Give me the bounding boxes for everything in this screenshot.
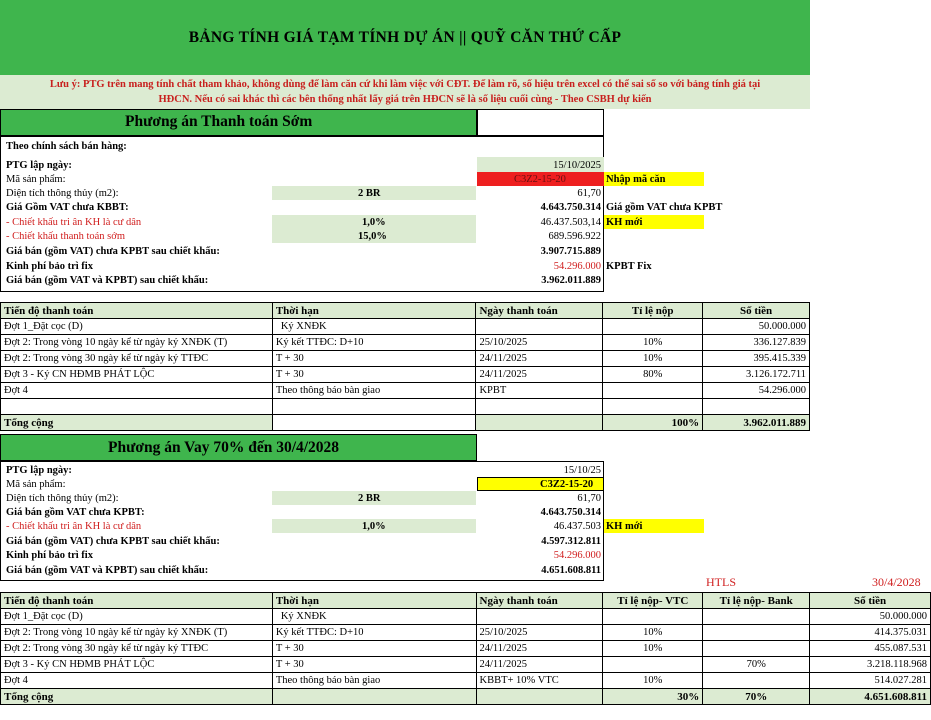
plan2-col-term: Thời hạn <box>272 593 476 609</box>
cell: 50.000.000 <box>810 609 931 625</box>
cell: 336.127.839 <box>703 335 810 351</box>
plan2-col-amount: Số tiền <box>810 593 931 609</box>
plan1-title-empty <box>477 109 604 136</box>
cell <box>603 383 703 399</box>
cell <box>603 319 703 335</box>
cell: Đợt 3 - Ký CN HĐMB PHÁT LỘC <box>1 657 273 673</box>
cell: Đợt 3 - Ký CN HĐMB PHÁT LỘC <box>1 367 273 383</box>
plan2-date-label: PTG lập ngày: <box>6 465 72 476</box>
plan1-disc2-label: - Chiết khấu thanh toán sớm <box>6 231 125 242</box>
cell: 54.296.000 <box>703 383 810 399</box>
plan2-title: Phương án Vay 70% đến 30/4/2028 <box>108 439 340 456</box>
htls-label: HTLS <box>706 575 736 589</box>
cell: 24/11/2025 <box>476 351 603 367</box>
cell: 395.415.339 <box>703 351 810 367</box>
plan2-disc1-pct: 1,0% <box>362 521 386 532</box>
cell: 514.027.281 <box>810 673 931 689</box>
cell <box>703 673 810 689</box>
plan2-total-value: 4.651.608.811 <box>810 689 931 705</box>
plan1-after-label: Giá bán (gồm VAT) chưa KPBT sau chiết khấu: <box>6 246 220 257</box>
table-row <box>1 351 810 367</box>
cell <box>476 319 603 335</box>
table-row <box>1 609 931 625</box>
table-row <box>1 335 810 351</box>
cell: T + 30 <box>272 367 476 383</box>
plan1-code-label: Mã sản phẩm: <box>6 174 66 185</box>
cell: 10% <box>603 625 703 641</box>
cell: Đợt 2: Trong vòng 10 ngày kể từ ngày ký XNĐK (T) <box>1 625 273 641</box>
cell: KBBT+ 10% VTC <box>476 673 603 689</box>
plan1-price-value: 4.643.750.314 <box>540 202 601 213</box>
cell: Theo thông báo bàn giao <box>272 383 476 399</box>
table-row <box>1 367 810 383</box>
plan2-col-schedule: Tiến độ thanh toán <box>1 593 273 609</box>
plan2-disc1-note: KH mới <box>606 521 643 532</box>
cell: 414.375.031 <box>810 625 931 641</box>
plan1-disc1-note: KH mới <box>606 217 643 228</box>
plan2-fee-value: 54.296.000 <box>553 550 601 561</box>
plan1-disc1-pct: 1,0% <box>362 217 386 228</box>
plan1-disc2-pct: 15,0% <box>358 231 387 242</box>
plan1-payment-table <box>0 302 810 431</box>
plan2-price-label: Giá bán gồm VAT chưa KPBT: <box>6 507 145 518</box>
cell: Ký kết TTĐC: D+10 <box>272 335 476 351</box>
cell: Ký XNĐK <box>272 609 476 625</box>
cell <box>476 609 603 625</box>
cell: 24/11/2025 <box>476 657 603 673</box>
cell: 25/10/2025 <box>476 625 603 641</box>
plan1-total-row <box>1 415 810 431</box>
plan2-total-row <box>1 689 931 705</box>
plan1-price-label: Giá Gồm VAT chưa KBBT: <box>6 202 129 213</box>
cell: Đợt 2: Trong vòng 30 ngày kể từ ngày ký TTĐC <box>1 351 273 367</box>
table-row <box>1 641 931 657</box>
plan1-date-label: PTG lập ngày: <box>6 160 72 171</box>
cell: 70% <box>703 657 810 673</box>
plan1-table-header <box>1 303 810 319</box>
table-row <box>1 657 931 673</box>
plan1-fee-label: Kinh phí bảo trì fix <box>6 261 93 272</box>
note-line-1: Lưu ý: PTG trên mang tính chất tham khảo, không dùng để làm căn cứ khi làm việc với CĐT. Để làm rõ, số hiệu trên excel có thể sai số so với bảng tính giá tại <box>49 79 761 90</box>
plan1-disc1-label: - Chiết khấu tri ân KH là cư dân <box>6 217 142 228</box>
plan1-fee-value: 54.296.000 <box>553 261 601 272</box>
cell: Đợt 4 <box>1 383 273 399</box>
plan2-total-vtc: 30% <box>603 689 703 705</box>
cell <box>603 609 703 625</box>
plan1-price-note: Giá gồm VAT chưa KPBT <box>606 202 723 213</box>
spacer-row <box>1 399 810 415</box>
cell <box>603 657 703 673</box>
plan1-col-amount: Số tiền <box>703 303 810 319</box>
cell: T + 30 <box>272 657 476 673</box>
note-line-2: HĐCN. Nếu có sai khác thì các bên thống nhất lấy giá trên HĐCN sẽ là số liệu cuối cùng - Theo CSBH dự kiến <box>158 94 652 105</box>
cell: 3.126.172.711 <box>703 367 810 383</box>
plan1-area-type: 2 BR <box>358 188 381 199</box>
plan2-after-label: Giá bán (gồm VAT) chưa KPBT sau chiết khấu: <box>6 536 220 547</box>
table-row <box>1 319 810 335</box>
cell: 10% <box>603 351 703 367</box>
cell: 80% <box>603 367 703 383</box>
plan1-col-rate: Tỉ lệ nộp <box>603 303 703 319</box>
plan1-date-value: 15/10/2025 <box>553 160 601 171</box>
plan2-date-value: 15/10/25 <box>563 465 601 476</box>
plan1-col-term: Thời hạn <box>272 303 476 319</box>
cell: 3.218.118.968 <box>810 657 931 673</box>
plan1-fee-note: KPBT Fix <box>606 261 652 272</box>
cell: Ký kết TTĐC: D+10 <box>272 625 476 641</box>
plan1-total-pct: 100% <box>603 415 703 431</box>
cell <box>703 641 810 657</box>
plan1-policy-label: Theo chính sách bán hàng: <box>6 141 127 152</box>
plan2-col-date: Ngày thanh toán <box>476 593 603 609</box>
cell: Đợt 2: Trong vòng 10 ngày kể từ ngày ký XNĐK (T) <box>1 335 273 351</box>
table-row <box>1 383 810 399</box>
plan2-area-label: Diện tích thông thủy (m2): <box>6 493 119 504</box>
plan1-disc1-value: 46.437.503,14 <box>540 217 601 228</box>
cell <box>703 625 810 641</box>
plan1-disc2-value: 689.596.922 <box>548 231 601 242</box>
plan2-total-bank: 70% <box>703 689 810 705</box>
table-row <box>1 625 931 641</box>
cell: Đợt 1_Đặt cọc (D) <box>1 609 273 625</box>
plan1-code-note: Nhập mã căn <box>606 174 666 185</box>
cell: Theo thông báo bàn giao <box>272 673 476 689</box>
plan1-col-date: Ngày thanh toán <box>476 303 603 319</box>
cell: 24/11/2025 <box>476 641 603 657</box>
cell: Đợt 1_Đặt cọc (D) <box>1 319 273 335</box>
plan2-code-value[interactable]: C3Z2-15-20 <box>540 479 594 490</box>
plan1-col-schedule: Tiến độ thanh toán <box>1 303 273 319</box>
plan2-code-label: Mã sản phẩm: <box>6 479 66 490</box>
plan2-col-rate-bank: Tỉ lệ nộp- Bank <box>703 593 810 609</box>
cell <box>703 609 810 625</box>
plan2-total-label: Tổng cộng <box>1 689 273 705</box>
plan1-after-value: 3.907.715.889 <box>540 246 601 257</box>
cell: 25/10/2025 <box>476 335 603 351</box>
plan1-area-value: 61,70 <box>577 188 601 199</box>
plan2-final-value: 4.651.608.811 <box>541 565 601 576</box>
plan2-price-value: 4.643.750.314 <box>540 507 601 518</box>
cell: 455.087.531 <box>810 641 931 657</box>
cell: 10% <box>603 673 703 689</box>
cell: T + 30 <box>272 641 476 657</box>
page-title: BẢNG TÍNH GIÁ TẠM TÍNH DỰ ÁN || QUỸ CĂN THỨ CẤP <box>188 28 622 46</box>
cell: Đợt 4 <box>1 673 273 689</box>
plan2-payment-table <box>0 592 931 705</box>
table-row <box>1 673 931 689</box>
plan2-disc1-label: - Chiết khấu tri ân KH là cư dân <box>6 521 142 532</box>
plan2-final-label: Giá bán (gồm VAT và KPBT) sau chiết khấu: <box>6 565 209 576</box>
cell: 24/11/2025 <box>476 367 603 383</box>
cell: 50.000.000 <box>703 319 810 335</box>
cell: Ký XNĐK <box>272 319 476 335</box>
plan1-code-value[interactable]: C3Z2-15-20 <box>514 174 566 185</box>
plan1-total-label: Tổng cộng <box>1 415 273 431</box>
plan1-final-value: 3.962.011.889 <box>541 275 601 286</box>
plan2-area-type: 2 BR <box>358 493 381 504</box>
cell: 10% <box>603 641 703 657</box>
htls-date: 30/4/2028 <box>872 575 921 589</box>
plan2-table-header <box>1 593 931 609</box>
plan1-final-label: Giá bán (gồm VAT và KPBT) sau chiết khấu: <box>6 275 209 286</box>
plan1-total-value: 3.962.011.889 <box>703 415 810 431</box>
cell: 10% <box>603 335 703 351</box>
disclaimer-note <box>0 75 810 109</box>
cell: Đợt 2: Trong vòng 30 ngày kể từ ngày ký TTĐC <box>1 641 273 657</box>
plan2-col-rate-vtc: Tỉ lệ nộp- VTC <box>603 593 703 609</box>
cell: KPBT <box>476 383 603 399</box>
plan2-fee-label: Kinh phí bảo trì fix <box>6 550 93 561</box>
plan2-area-value: 61,70 <box>577 493 601 504</box>
plan1-area-label: Diện tích thông thủy (m2): <box>6 188 119 199</box>
cell: T + 30 <box>272 351 476 367</box>
plan2-disc1-value: 46.437.503 <box>553 521 601 532</box>
plan1-title: Phương án Thanh toán Sớm <box>125 113 313 130</box>
plan2-after-value: 4.597.312.811 <box>541 536 601 547</box>
